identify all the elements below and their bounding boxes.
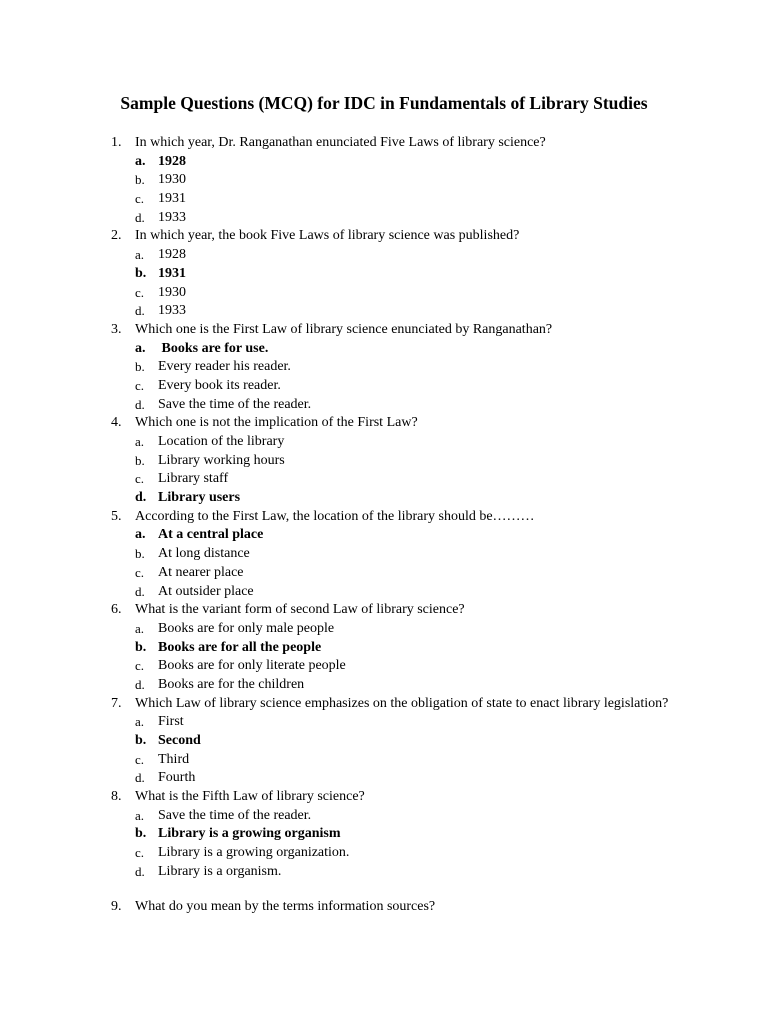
question-number: 8. (111, 789, 122, 805)
question-number: 5. (111, 508, 122, 524)
option-letter: a. (135, 714, 145, 730)
question-text: In which year, the book Five Laws of library science was published? (135, 228, 520, 244)
answer-option (0, 863, 768, 882)
option-text: Every book its reader. (158, 377, 281, 393)
option-text: At a central place (158, 527, 264, 543)
option-text: Books are for use. (158, 340, 269, 356)
option-text: Library staff (158, 471, 229, 487)
answer-option (0, 190, 768, 209)
option-letter: d. (135, 770, 145, 786)
option-letter: d. (135, 583, 145, 599)
answer-option (0, 545, 768, 564)
question-number: 4. (111, 415, 122, 431)
question-item (0, 508, 768, 527)
option-text: 1931 (158, 265, 186, 281)
option-letter: b. (135, 172, 145, 188)
option-text: At outsider place (158, 583, 254, 599)
answer-option (0, 377, 768, 396)
question-list (0, 134, 768, 916)
option-text: Books are for all the people (158, 639, 322, 655)
option-text: Location of the library (158, 434, 285, 449)
answer-option-correct (0, 639, 768, 658)
question-item (0, 227, 768, 246)
option-text: 1931 (158, 191, 186, 207)
question-text: What is the Fifth Law of library science? (135, 789, 365, 805)
question-text: What is the variant form of second Law of library science? (135, 602, 465, 618)
question-item (0, 601, 768, 620)
answer-option (0, 620, 768, 639)
option-letter: a. (135, 153, 146, 169)
option-letter: b. (135, 452, 145, 468)
question-number: 3. (111, 321, 122, 337)
question-item (0, 898, 768, 917)
answer-option (0, 209, 768, 228)
option-letter: c. (135, 845, 145, 861)
option-letter: a. (135, 247, 145, 263)
option-text: First (158, 714, 184, 730)
spacer (0, 882, 768, 898)
option-letter: c. (135, 471, 145, 487)
option-text: 1928 (158, 247, 186, 263)
option-text: Save the time of the reader. (158, 807, 312, 823)
answer-option (0, 246, 768, 265)
answer-option (0, 769, 768, 788)
option-letter: b. (135, 826, 147, 842)
answer-option-correct (0, 489, 768, 508)
option-text: Library users (158, 490, 241, 506)
option-letter: b. (135, 733, 147, 748)
option-letter: b. (135, 546, 145, 562)
question-number: 6. (111, 602, 122, 618)
answer-option (0, 713, 768, 732)
option-letter: c. (135, 377, 145, 393)
option-letter: c. (135, 658, 145, 674)
answer-option-correct (0, 265, 768, 284)
option-letter: d. (135, 209, 145, 225)
answer-option-correct (0, 825, 768, 844)
option-text: Library is a growing organization. (158, 845, 350, 861)
question-number: 1. (111, 135, 122, 150)
answer-option (0, 751, 768, 770)
option-text: 1933 (158, 209, 186, 225)
question-number: 2. (111, 228, 122, 244)
answer-option (0, 171, 768, 190)
answer-option (0, 844, 768, 863)
answer-option-correct (0, 153, 768, 172)
option-letter: d. (135, 490, 147, 506)
option-letter: c. (135, 751, 145, 767)
option-text: Library working hours (158, 452, 285, 468)
answer-option (0, 470, 768, 489)
question-item (0, 695, 768, 714)
question-text: Which Law of library science emphasizes on the obligation of state to enact library legislation? (135, 695, 669, 711)
option-text: 1930 (158, 284, 186, 300)
question-text: According to the First Law, the location of the library should be……… (135, 508, 535, 524)
option-text: At nearer place (158, 564, 244, 580)
question-text: Which one is not the implication of the First Law? (135, 415, 418, 431)
option-letter: a. (135, 434, 145, 449)
answer-option (0, 452, 768, 471)
option-letter: d. (135, 863, 145, 879)
option-letter: a. (135, 807, 145, 823)
option-letter: c. (135, 191, 145, 207)
option-text: Save the time of the reader. (158, 396, 312, 412)
question-text: Which one is the First Law of library science enunciated by Ranganathan? (135, 321, 553, 337)
question-item (0, 414, 768, 433)
option-text: 1928 (158, 153, 186, 169)
option-letter: a. (135, 340, 146, 356)
question-text: In which year, Dr. Ranganathan enunciated Five Laws of library science? (135, 135, 546, 150)
option-text: Every reader his reader. (158, 359, 291, 375)
option-text: Books are for only literate people (158, 658, 346, 674)
option-text: Fourth (158, 770, 196, 786)
option-letter: b. (135, 639, 147, 655)
answer-option (0, 676, 768, 695)
answer-option (0, 302, 768, 321)
option-letter: c. (135, 564, 145, 580)
option-letter: d. (135, 303, 145, 319)
option-text: Books are for the children (158, 676, 305, 692)
page-title: Sample Questions (MCQ) for IDC in Fundamentals of Library Studies (120, 93, 648, 113)
answer-option-correct (0, 340, 768, 359)
answer-option (0, 284, 768, 303)
option-letter: d. (135, 676, 145, 692)
answer-option (0, 807, 768, 826)
question-item (0, 134, 768, 153)
option-text: 1930 (158, 172, 186, 188)
option-text: Library is a growing organism (158, 826, 341, 842)
option-text: Third (158, 751, 190, 767)
option-text: Library is a organism. (158, 863, 282, 879)
option-text: 1933 (158, 303, 186, 319)
question-number: 7. (111, 695, 122, 711)
question-item (0, 321, 768, 340)
option-letter: b. (135, 265, 147, 281)
option-text: At long distance (158, 546, 250, 562)
option-letter: b. (135, 359, 145, 375)
question-text: What do you mean by the terms information sources? (135, 898, 436, 914)
option-letter: d. (135, 396, 145, 412)
question-item (0, 788, 768, 807)
option-letter: a. (135, 527, 146, 543)
question-number: 9. (111, 898, 122, 914)
option-letter: c. (135, 284, 145, 300)
answer-option (0, 657, 768, 676)
answer-option (0, 396, 768, 415)
option-letter: a. (135, 620, 145, 636)
answer-option-correct (0, 526, 768, 545)
answer-option (0, 358, 768, 377)
option-text: Second (158, 733, 201, 748)
answer-option (0, 433, 768, 452)
answer-option (0, 583, 768, 602)
answer-option-correct (0, 732, 768, 751)
answer-option (0, 564, 768, 583)
option-text: Books are for only male people (158, 620, 335, 636)
